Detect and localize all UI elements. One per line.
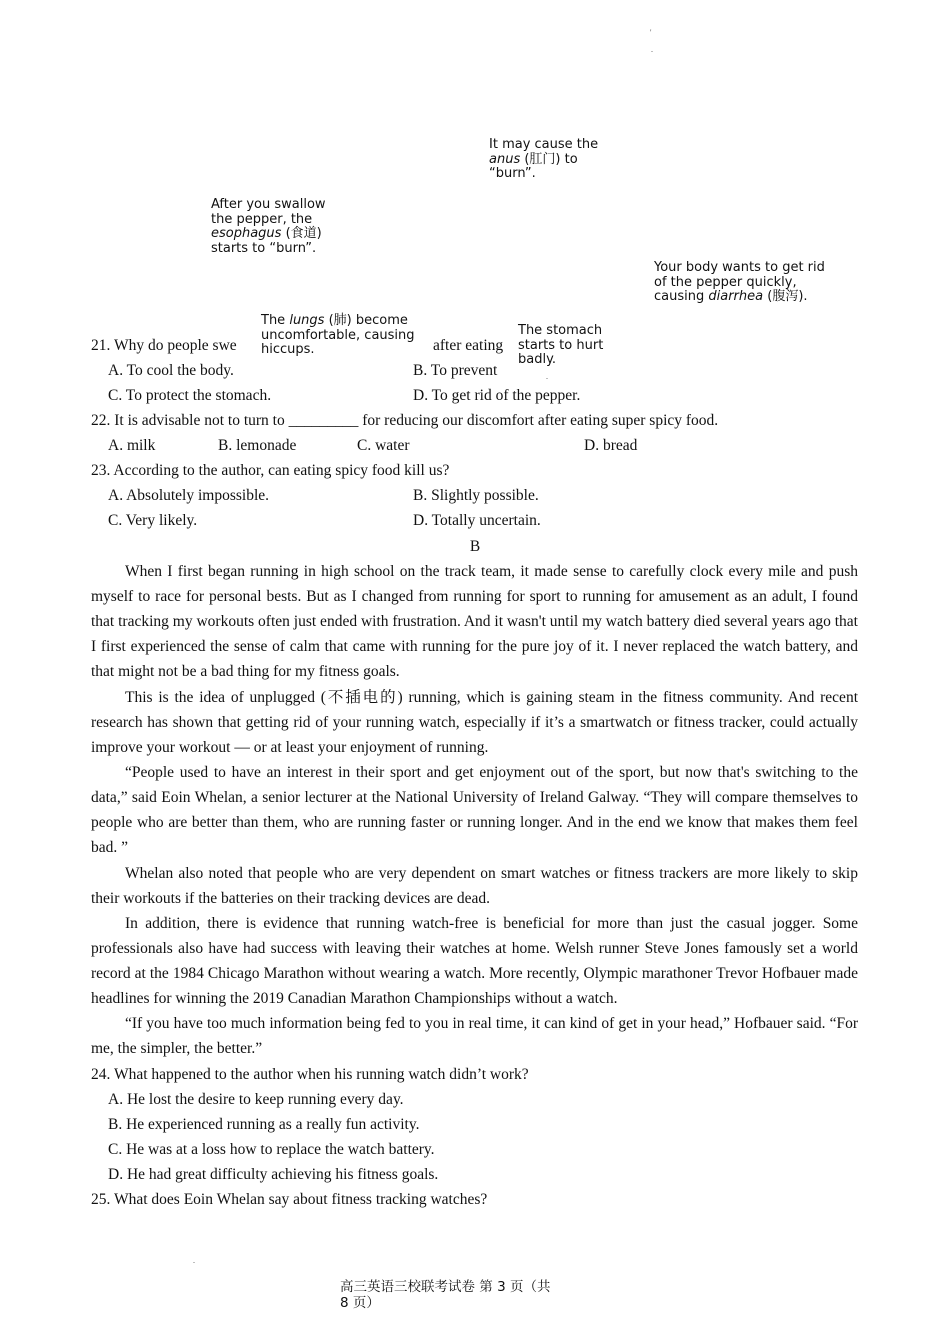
passage-paragraph: “People used to have an interest in their sport and get enjoyment out of the sport, but now that's switching to the data,” said Eoin Whelan, a senior lecturer at the National University of Ireland Galway. “They will compare themselves to people who are better than them, who are running faster or running longer. And in the end we know that makes them feel bad. ” — [91, 764, 858, 857]
passage-paragraph: “If you have too much information being fed to you in real time, it can kind of get in your head,” Hofbauer said. “For me, the simpler, the better.” — [91, 1015, 858, 1058]
q23-option-a: A. Absolutely impossible. — [108, 487, 270, 504]
q22-option-b: B. lemonade — [218, 437, 297, 454]
scan-mark: . — [193, 1256, 195, 1265]
callout-anus: It may cause the anus (肛门) to “burn”. — [489, 137, 599, 181]
q22-stem: 22. It is advisable not to turn to _________ for reducing our discomfort after eating super spicy food. — [91, 412, 719, 429]
scan-mark: ' — [650, 28, 652, 37]
q22-option-d: D. bread — [584, 437, 638, 454]
q25-stem: 25. What does Eoin Whelan say about fitness tracking watches? — [91, 1191, 488, 1208]
q24-option-a: A. He lost the desire to keep running every day. — [108, 1091, 404, 1108]
q21-option-b: B. To prevent — [413, 362, 498, 379]
passage-paragraph: This is the idea of unplugged (不插电的) running, which is gaining steam in the fitness community. And recent research has shown that getting rid of your running watch, especially if it’s a smartwatch or fitness tracker, could actually improve your workout — or at least your enjoyment of running. — [91, 689, 858, 757]
passage-paragraph: In addition, there is evidence that running watch-free is beneficial for more than just the casual jogger. Some professionals also have had success with leaving their watches at home. Welsh runner Steve Jones famously set a world record at the 1984 Chicago Marathon without wearing a watch. More recently, Olympic marathoner Trevor Hofbauer made headlines for winning the 2019 Canadian Marathon Championships without a watch. — [91, 915, 858, 1008]
q24-stem: 24. What happened to the author when his running watch didn’t work? — [91, 1066, 529, 1083]
q22-option-c: C. water — [357, 437, 410, 454]
callout-stomach: The stomach starts to hurt badly. — [518, 324, 610, 368]
footer-line: 8 页） — [340, 1295, 380, 1311]
passage-paragraph: Whelan also noted that people who are very dependent on smart watches or fitness trackers are more likely to skip their workouts if the batteries on their tracking devices are dead. — [91, 865, 858, 908]
page-footer — [340, 1279, 580, 1311]
scan-mark: . — [651, 45, 653, 54]
callout-diarrhea: Your body wants to get rid of the pepper quickly, causing diarrhea (腹泻). — [654, 260, 825, 304]
q21-option-c: C. To protect the stomach. — [108, 387, 272, 404]
q21-stem-end: after eating — [433, 337, 504, 354]
q21-option-a: A. To cool the body. — [108, 362, 234, 379]
passage-paragraph: When I first began running in high school on the track team, it made sense to carefully clock every mile and push myself to race for personal bests. But as I changed from running for sport to running for amusement as an adult, I found that tracking my workouts often just ended with frustration. And it wasn't until my watch battery died several years ago that I first experienced the sense of calm that came with running for the pure joy of it. I never replaced the watch battery, and that might not be a bad thing for my fitness goals. — [91, 563, 858, 681]
q24-option-d: D. He had great difficulty achieving his fitness goals. — [108, 1166, 439, 1183]
q24-option-c: C. He was at a loss how to replace the watch battery. — [108, 1141, 435, 1158]
callout-lungs: The lungs (肺) become uncomfortable, causing hiccups. — [261, 314, 421, 358]
q23-option-b: B. Slightly possible. — [413, 487, 539, 504]
q23-option-c: C. Very likely. — [108, 512, 198, 529]
q24-option-b: B. He experienced running as a really fun activity. — [108, 1116, 420, 1133]
scan-mark: . — [546, 372, 548, 381]
q22-option-a: A. milk — [108, 437, 156, 454]
q23-stem: 23. According to the author, can eating spicy food kill us? — [91, 462, 450, 479]
q23-option-d: D. Totally uncertain. — [413, 512, 541, 529]
footer-line: 高三英语三校联考试卷 第 3 页（共 — [340, 1279, 551, 1295]
q21-stem-start: 21. Why do people swe — [91, 337, 237, 354]
q21-option-d: D. To get rid of the pepper. — [413, 387, 581, 404]
section-heading: B — [469, 538, 481, 555]
callout-esophagus: After you swallow the pepper, the esophagus (食道) starts to “burn”. — [211, 197, 326, 256]
